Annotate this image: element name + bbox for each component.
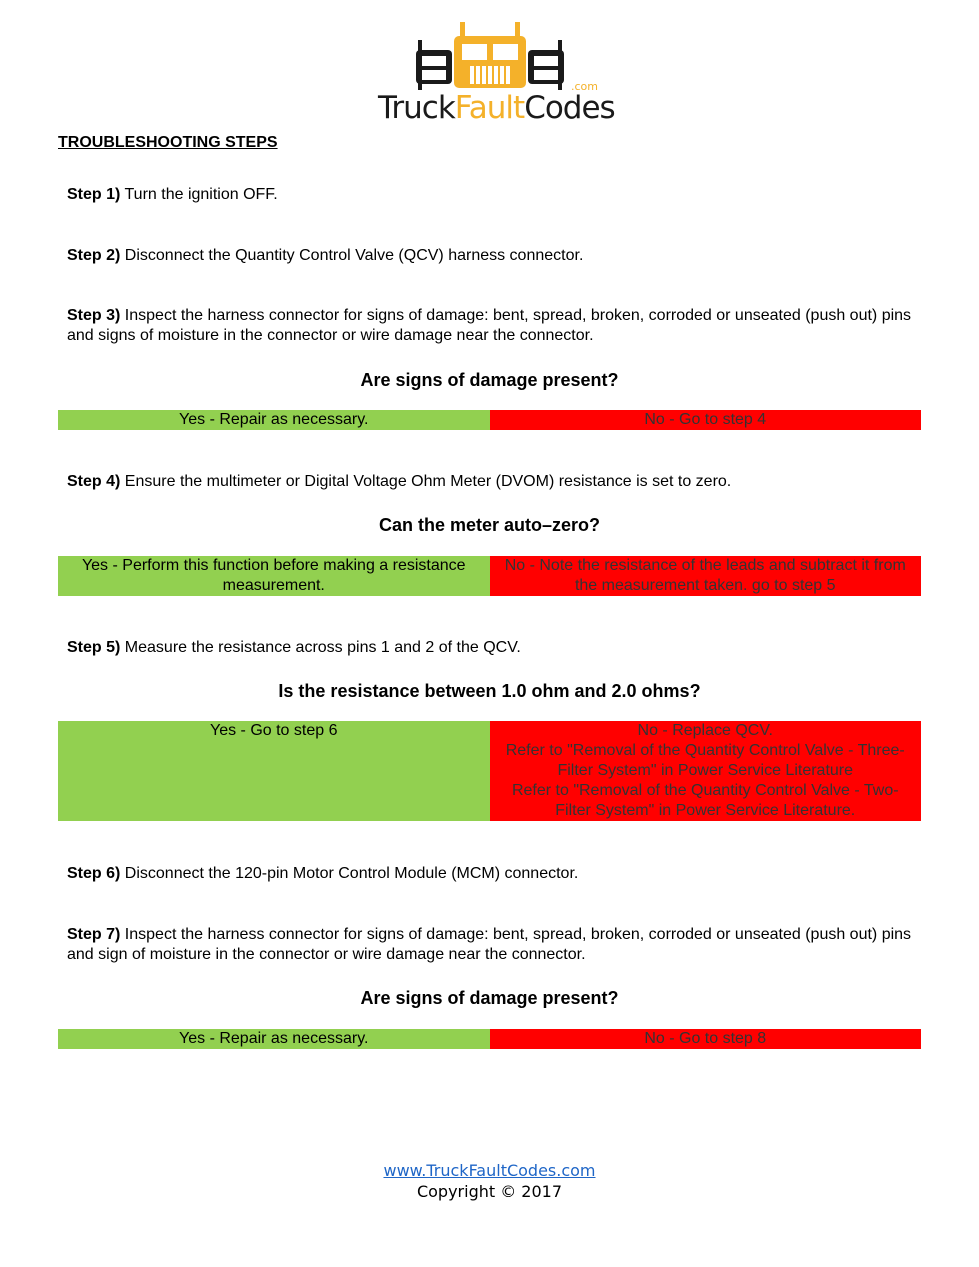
answer-yes: Yes - Go to step 6	[58, 721, 490, 821]
step-label: Step 3)	[67, 307, 121, 324]
question-4: Are signs of damage present?	[360, 988, 619, 1008]
logo-word-fault: Fault	[454, 90, 525, 126]
step-3	[67, 306, 917, 346]
footer-website-link[interactable]: www.TruckFaultCodes.com	[383, 1161, 596, 1180]
step-label: Step 6)	[67, 865, 121, 882]
step-text: Measure the resistance across pins 1 and 2 of the QCV.	[124, 639, 521, 656]
answer-yes: Yes - Repair as necessary.	[58, 1029, 490, 1049]
step-text: Turn the ignition OFF.	[124, 186, 278, 203]
answer-row-3	[58, 721, 921, 821]
step-1	[67, 185, 917, 205]
truck-icon	[378, 20, 602, 92]
question-1: Are signs of damage present?	[360, 370, 619, 390]
step-4	[67, 472, 917, 492]
answer-row-2	[58, 556, 921, 596]
answer-yes: Yes - Perform this function before making a resistance measurement.	[58, 556, 490, 596]
answer-row-1	[58, 410, 921, 430]
step-text: Ensure the multimeter or Digital Voltage Ohm Meter (DVOM) resistance is set to zero.	[124, 473, 732, 490]
step-6	[67, 864, 917, 884]
answer-no: No - Note the resistance of the leads and subtract it from the measurement taken. go to step 5	[490, 556, 922, 596]
footer-copyright: Copyright © 2017	[416, 1182, 563, 1201]
step-label: Step 7)	[67, 926, 121, 943]
step-5	[67, 638, 917, 658]
logo-suffix: .com	[571, 80, 598, 93]
logo-word-codes: Codes	[524, 90, 615, 126]
answer-no-line: Refer to "Removal of the Quantity Control Valve - Three-Filter System" in Power Service Literature	[505, 742, 905, 779]
site-logo	[378, 20, 615, 126]
page-heading: TROUBLESHOOTING STEPS	[58, 134, 278, 151]
answer-row-4	[58, 1029, 921, 1049]
answer-no-line: Refer to "Removal of the Quantity Control Valve - Two-Filter System" in Power Service Literature.	[511, 782, 899, 819]
step-label: Step 1)	[67, 186, 121, 203]
logo-wordmark	[378, 90, 615, 146]
answer-no: No - Go to step 4	[490, 410, 922, 430]
answer-no: No - Go to step 8	[490, 1029, 922, 1049]
step-text: Disconnect the Quantity Control Valve (QCV) harness connector.	[124, 247, 584, 264]
answer-no	[490, 721, 922, 821]
question-2: Can the meter auto–zero?	[378, 515, 601, 535]
step-text: Disconnect the 120-pin Motor Control Module (MCM) connector.	[124, 865, 579, 882]
step-2	[67, 246, 917, 266]
step-label: Step 2)	[67, 247, 121, 264]
step-label: Step 4)	[67, 473, 121, 490]
step-text: Inspect the harness connector for signs of damage: bent, spread, broken, corroded or unseated (push out) pins and signs of moisture in the connector or wire damage near the connector.	[67, 307, 912, 344]
logo-word-truck: Truck	[378, 90, 455, 126]
step-7	[67, 925, 917, 965]
question-3: Is the resistance between 1.0 ohm and 2.0 ohms?	[278, 681, 701, 701]
step-label: Step 5)	[67, 639, 121, 656]
answer-no-line: No - Replace QCV.	[637, 722, 773, 739]
answer-yes: Yes - Repair as necessary.	[58, 410, 490, 430]
footer-link-wrap	[0, 1161, 979, 1180]
step-text: Inspect the harness connector for signs of damage: bent, spread, broken, corroded or unseated (push out) pins and sign of moisture in the connector or wire damage near the connector.	[67, 926, 912, 963]
